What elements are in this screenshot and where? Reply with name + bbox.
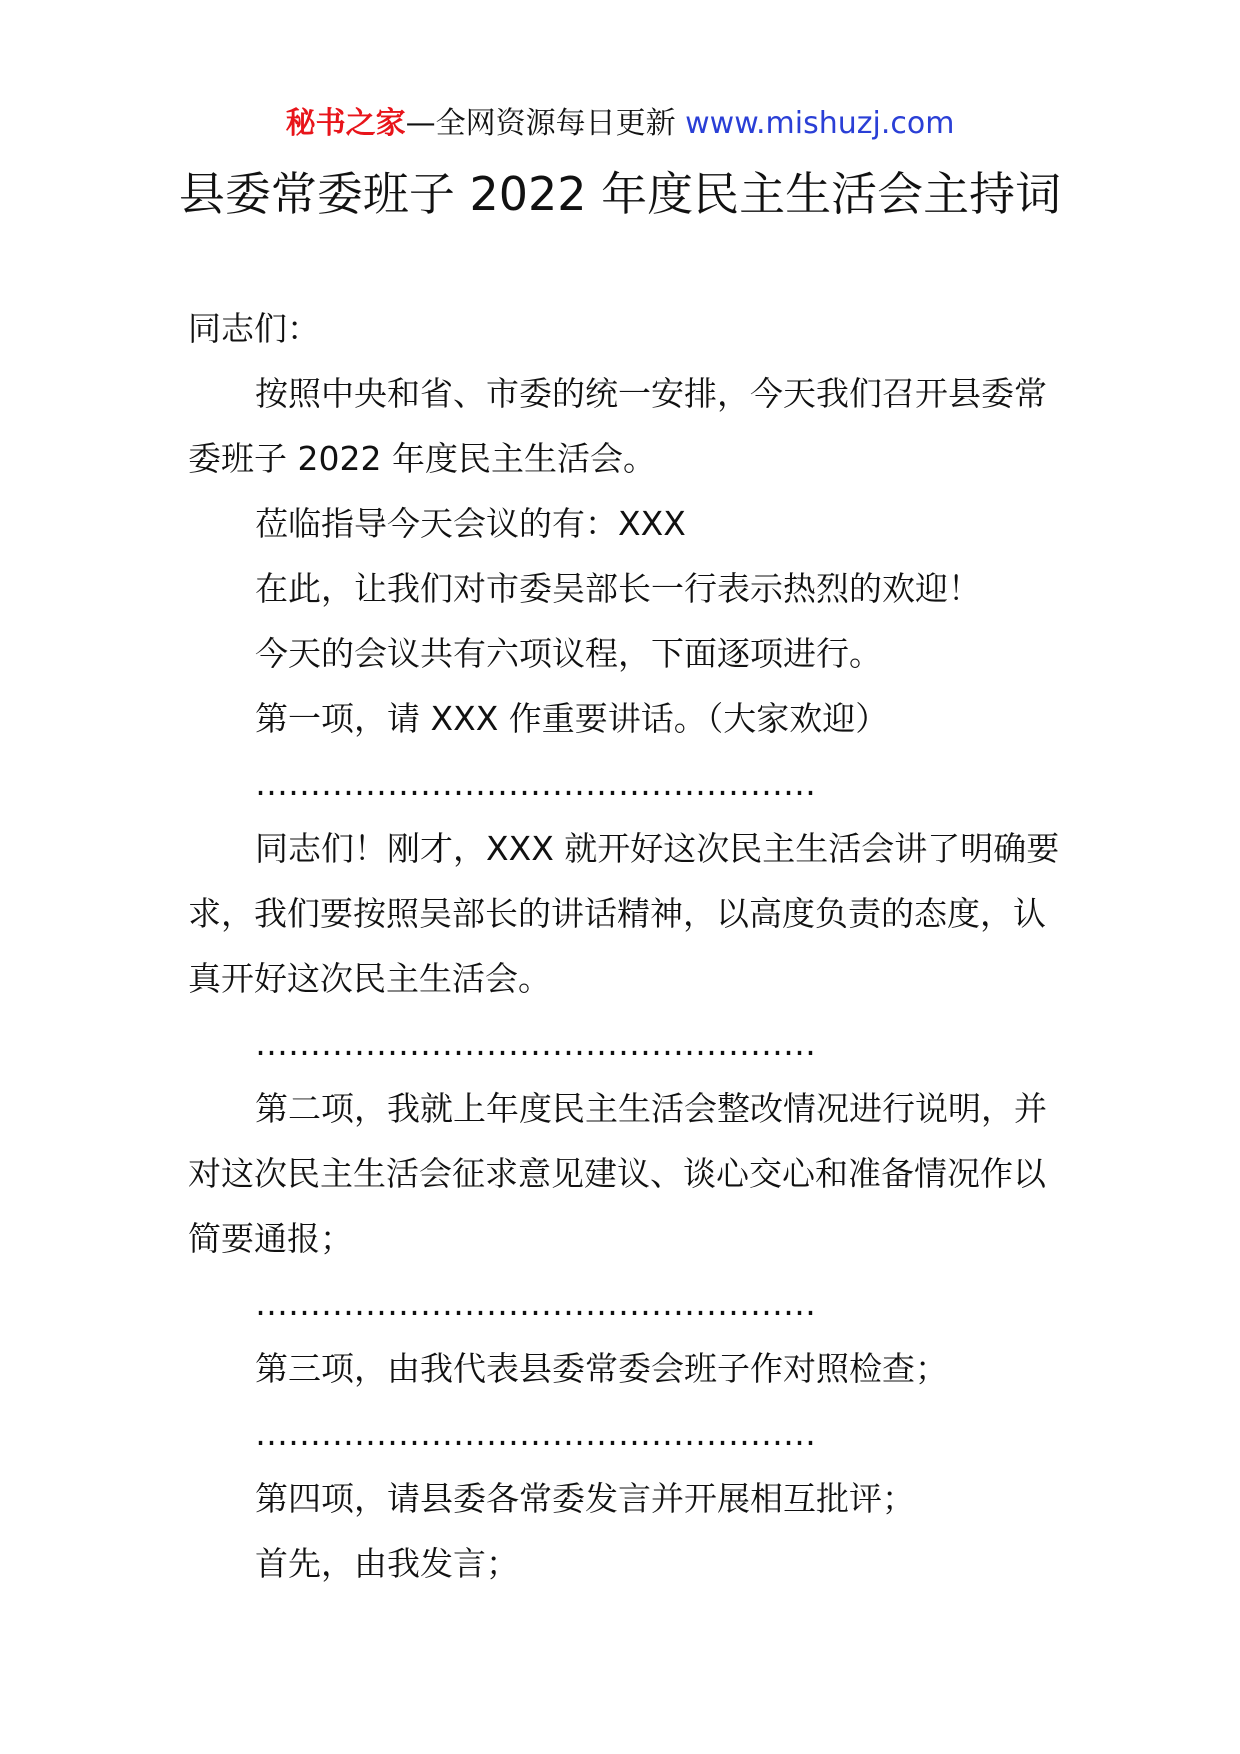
site-url-link[interactable]: www.mishuzj.com [685, 106, 955, 141]
ellipsis-separator: …………………………………………… [255, 1414, 816, 1453]
paragraph: 今天的会议共有六项议程，下面逐项进行。 [255, 634, 882, 673]
agenda-item-3: 第三项，由我代表县委常委会班子作对照检查； [255, 1349, 948, 1388]
agenda-item-1: 第一项，请 XXX 作重要讲话。（大家欢迎） [255, 699, 889, 738]
watermark-header [0, 104, 1240, 144]
paragraph: 首先，由我发言； [255, 1544, 519, 1583]
paragraph: 按照中央和省、市委的统一安排，今天我们召开县委常委班子 2022 年度民主生活会。 [188, 374, 1047, 478]
paragraph: 同志们！刚才，XXX 就开好这次民主生活会讲了明确要求，我们要按照吴部长的讲话精神，以高度负责的态度，认真开好这次民主生活会。 [188, 829, 1060, 998]
ellipsis-separator: …………………………………………… [255, 764, 816, 803]
salutation: 同志们： [188, 309, 320, 348]
ellipsis-separator: …………………………………………… [255, 1284, 816, 1323]
paragraph: 在此，让我们对市委吴部长一行表示热烈的欢迎！ [255, 569, 981, 608]
brand-name: 秘书之家 [285, 106, 406, 141]
paragraph: 莅临指导今天会议的有：XXX [255, 504, 686, 543]
document-title: 县委常委班子 2022 年度民主生活会主持词 [178, 167, 1062, 221]
ellipsis-separator: …………………………………………… [255, 1024, 816, 1063]
header-tagline: —全网资源每日更新 [405, 106, 686, 141]
agenda-item-4: 第四项，请县委各常委发言并开展相互批评； [255, 1479, 915, 1518]
agenda-item-2: 第二项，我就上年度民主生活会整改情况进行说明，并对这次民主生活会征求意见建议、谈心交心和准备情况作以简要通报； [188, 1089, 1047, 1258]
document-body [188, 296, 1060, 1596]
